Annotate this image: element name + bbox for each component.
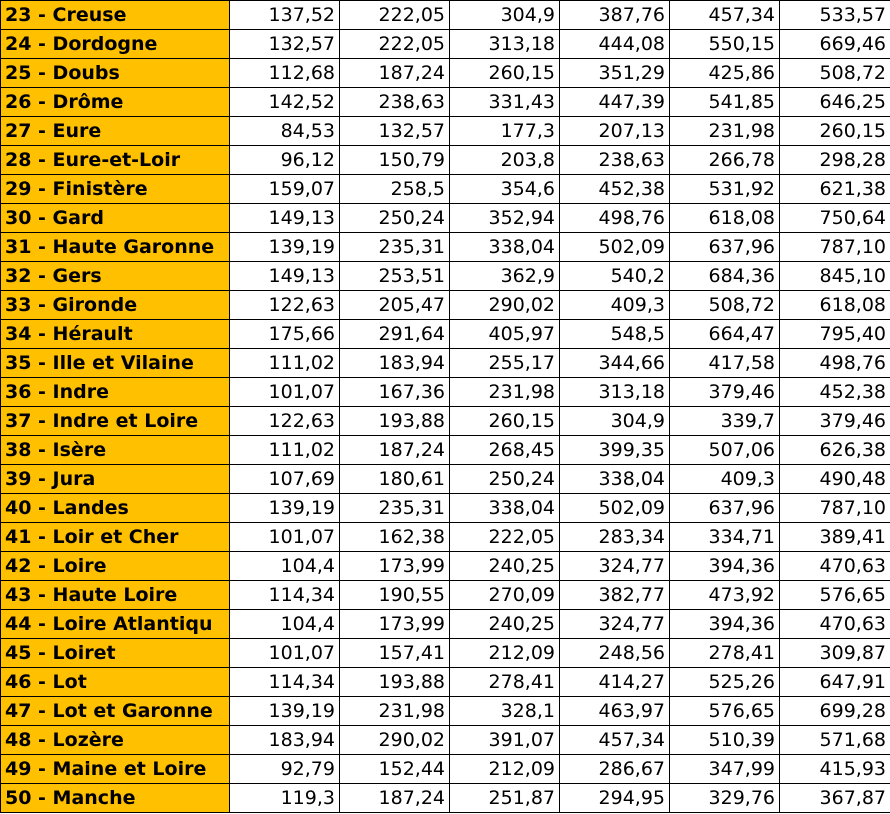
- value-cell[interactable]: 248,56: [560, 639, 670, 668]
- value-cell[interactable]: 286,67: [560, 755, 670, 784]
- value-cell[interactable]: 367,87: [780, 784, 890, 813]
- value-cell[interactable]: 550,15: [670, 30, 780, 59]
- department-name-cell[interactable]: 37 - Indre et Loire: [1, 407, 230, 436]
- value-cell[interactable]: 107,69: [230, 465, 340, 494]
- value-cell[interactable]: 362,9: [450, 262, 560, 291]
- value-cell[interactable]: 391,07: [450, 726, 560, 755]
- value-cell[interactable]: 576,65: [780, 581, 890, 610]
- value-cell[interactable]: 684,36: [670, 262, 780, 291]
- value-cell[interactable]: 149,13: [230, 262, 340, 291]
- department-name-cell[interactable]: 36 - Indre: [1, 378, 230, 407]
- value-cell[interactable]: 339,7: [670, 407, 780, 436]
- value-cell[interactable]: 260,15: [450, 407, 560, 436]
- value-cell[interactable]: 414,27: [560, 668, 670, 697]
- value-cell[interactable]: 290,02: [450, 291, 560, 320]
- value-cell[interactable]: 260,15: [780, 117, 890, 146]
- department-name-cell[interactable]: 43 - Haute Loire: [1, 581, 230, 610]
- value-cell[interactable]: 669,46: [780, 30, 890, 59]
- table-row: [1, 726, 890, 755]
- value-cell[interactable]: 470,63: [780, 610, 890, 639]
- value-cell[interactable]: 114,34: [230, 581, 340, 610]
- value-cell[interactable]: 177,3: [450, 117, 560, 146]
- value-cell[interactable]: 238,63: [560, 146, 670, 175]
- value-cell[interactable]: 231,98: [450, 378, 560, 407]
- value-cell[interactable]: 278,41: [670, 639, 780, 668]
- value-cell[interactable]: 104,4: [230, 610, 340, 639]
- value-cell[interactable]: 352,94: [450, 204, 560, 233]
- value-cell[interactable]: 379,46: [780, 407, 890, 436]
- table-row: [1, 146, 890, 175]
- department-name-cell[interactable]: 46 - Lot: [1, 668, 230, 697]
- value-cell[interactable]: 253,51: [340, 262, 450, 291]
- value-cell[interactable]: 235,31: [340, 233, 450, 262]
- department-name-cell[interactable]: 33 - Gironde: [1, 291, 230, 320]
- value-cell[interactable]: 699,28: [780, 697, 890, 726]
- value-cell[interactable]: 139,19: [230, 494, 340, 523]
- value-cell[interactable]: 313,18: [560, 378, 670, 407]
- value-cell[interactable]: 240,25: [450, 610, 560, 639]
- value-cell[interactable]: 425,86: [670, 59, 780, 88]
- value-cell[interactable]: 444,08: [560, 30, 670, 59]
- value-cell[interactable]: 84,53: [230, 117, 340, 146]
- value-cell[interactable]: 621,38: [780, 175, 890, 204]
- value-cell[interactable]: 531,92: [670, 175, 780, 204]
- value-cell[interactable]: 344,66: [560, 349, 670, 378]
- value-cell[interactable]: 283,34: [560, 523, 670, 552]
- department-name-cell[interactable]: 23 - Creuse: [1, 1, 230, 30]
- value-cell[interactable]: 268,45: [450, 436, 560, 465]
- value-cell[interactable]: 409,3: [560, 291, 670, 320]
- value-cell[interactable]: 571,68: [780, 726, 890, 755]
- value-cell[interactable]: 502,09: [560, 233, 670, 262]
- table-row: [1, 639, 890, 668]
- table-row: [1, 552, 890, 581]
- value-cell[interactable]: 507,06: [670, 436, 780, 465]
- value-cell[interactable]: 508,72: [670, 291, 780, 320]
- value-cell[interactable]: 92,79: [230, 755, 340, 784]
- value-cell[interactable]: 173,99: [340, 610, 450, 639]
- value-cell[interactable]: 452,38: [560, 175, 670, 204]
- value-cell[interactable]: 183,94: [340, 349, 450, 378]
- value-cell[interactable]: 167,36: [340, 378, 450, 407]
- value-cell[interactable]: 212,09: [450, 755, 560, 784]
- value-cell[interactable]: 618,08: [780, 291, 890, 320]
- value-cell[interactable]: 119,3: [230, 784, 340, 813]
- department-name-cell[interactable]: 45 - Loiret: [1, 639, 230, 668]
- table-row: [1, 88, 890, 117]
- value-cell[interactable]: 193,88: [340, 668, 450, 697]
- value-cell[interactable]: 298,28: [780, 146, 890, 175]
- value-cell[interactable]: 331,43: [450, 88, 560, 117]
- department-name-cell[interactable]: 31 - Haute Garonne: [1, 233, 230, 262]
- value-cell[interactable]: 502,09: [560, 494, 670, 523]
- value-cell[interactable]: 313,18: [450, 30, 560, 59]
- value-cell[interactable]: 394,36: [670, 610, 780, 639]
- value-cell[interactable]: 510,39: [670, 726, 780, 755]
- value-cell[interactable]: 149,13: [230, 204, 340, 233]
- value-cell[interactable]: 203,8: [450, 146, 560, 175]
- department-name-cell[interactable]: 34 - Hérault: [1, 320, 230, 349]
- value-cell[interactable]: 187,24: [340, 59, 450, 88]
- value-cell[interactable]: 142,52: [230, 88, 340, 117]
- value-cell[interactable]: 132,57: [230, 30, 340, 59]
- value-cell[interactable]: 304,9: [560, 407, 670, 436]
- department-name-cell[interactable]: 38 - Isère: [1, 436, 230, 465]
- department-name-cell[interactable]: 32 - Gers: [1, 262, 230, 291]
- value-cell[interactable]: 618,08: [670, 204, 780, 233]
- table-row: [1, 378, 890, 407]
- value-cell[interactable]: 452,38: [780, 378, 890, 407]
- table-row: [1, 755, 890, 784]
- value-cell[interactable]: 576,65: [670, 697, 780, 726]
- value-cell[interactable]: 101,07: [230, 639, 340, 668]
- table-row: [1, 697, 890, 726]
- department-name-cell[interactable]: 47 - Lot et Garonne: [1, 697, 230, 726]
- value-cell[interactable]: 637,96: [670, 233, 780, 262]
- table-row: [1, 465, 890, 494]
- table-row: [1, 233, 890, 262]
- value-cell[interactable]: 222,05: [450, 523, 560, 552]
- value-cell[interactable]: 525,26: [670, 668, 780, 697]
- value-cell[interactable]: 787,10: [780, 494, 890, 523]
- value-cell[interactable]: 104,4: [230, 552, 340, 581]
- value-cell[interactable]: 266,78: [670, 146, 780, 175]
- table-row: [1, 59, 890, 88]
- value-cell[interactable]: 447,39: [560, 88, 670, 117]
- department-name-cell[interactable]: 41 - Loir et Cher: [1, 523, 230, 552]
- value-cell[interactable]: 162,38: [340, 523, 450, 552]
- table-row: [1, 523, 890, 552]
- value-cell[interactable]: 548,5: [560, 320, 670, 349]
- value-cell[interactable]: 187,24: [340, 436, 450, 465]
- table-row: [1, 262, 890, 291]
- value-cell[interactable]: 111,02: [230, 436, 340, 465]
- value-cell[interactable]: 222,05: [340, 30, 450, 59]
- table-row: [1, 610, 890, 639]
- value-cell[interactable]: 152,44: [340, 755, 450, 784]
- department-name-cell[interactable]: 49 - Maine et Loire: [1, 755, 230, 784]
- value-cell[interactable]: 101,07: [230, 378, 340, 407]
- value-cell[interactable]: 290,02: [340, 726, 450, 755]
- table-row: [1, 204, 890, 233]
- value-cell[interactable]: 235,31: [340, 494, 450, 523]
- value-cell[interactable]: 387,76: [560, 1, 670, 30]
- value-cell[interactable]: 112,68: [230, 59, 340, 88]
- value-cell[interactable]: 463,97: [560, 697, 670, 726]
- value-cell[interactable]: 294,95: [560, 784, 670, 813]
- value-cell[interactable]: 159,07: [230, 175, 340, 204]
- value-cell[interactable]: 405,97: [450, 320, 560, 349]
- value-cell[interactable]: 533,57: [780, 1, 890, 30]
- department-name-cell[interactable]: 30 - Gard: [1, 204, 230, 233]
- value-cell[interactable]: 338,04: [450, 494, 560, 523]
- value-cell[interactable]: 415,93: [780, 755, 890, 784]
- department-name-cell[interactable]: 42 - Loire: [1, 552, 230, 581]
- value-cell[interactable]: 389,41: [780, 523, 890, 552]
- value-cell[interactable]: 260,15: [450, 59, 560, 88]
- department-name-cell[interactable]: 39 - Jura: [1, 465, 230, 494]
- value-cell[interactable]: 139,19: [230, 697, 340, 726]
- value-cell[interactable]: 270,09: [450, 581, 560, 610]
- value-cell[interactable]: 250,24: [340, 204, 450, 233]
- value-cell[interactable]: 417,58: [670, 349, 780, 378]
- value-cell[interactable]: 150,79: [340, 146, 450, 175]
- value-cell[interactable]: 750,64: [780, 204, 890, 233]
- table-row: [1, 436, 890, 465]
- table-row: [1, 1, 890, 30]
- value-cell[interactable]: 122,63: [230, 407, 340, 436]
- value-cell[interactable]: 190,55: [340, 581, 450, 610]
- department-name-cell[interactable]: 24 - Dordogne: [1, 30, 230, 59]
- value-cell[interactable]: 457,34: [670, 1, 780, 30]
- value-cell[interactable]: 409,3: [670, 465, 780, 494]
- table-row: [1, 784, 890, 813]
- value-cell[interactable]: 457,34: [560, 726, 670, 755]
- table-row: [1, 494, 890, 523]
- value-cell[interactable]: 231,98: [340, 697, 450, 726]
- department-name-cell[interactable]: 50 - Manche: [1, 784, 230, 813]
- value-cell[interactable]: 540,2: [560, 262, 670, 291]
- value-cell[interactable]: 205,47: [340, 291, 450, 320]
- value-cell[interactable]: 637,96: [670, 494, 780, 523]
- table-row: [1, 291, 890, 320]
- value-cell[interactable]: 180,61: [340, 465, 450, 494]
- value-cell[interactable]: 845,10: [780, 262, 890, 291]
- value-cell[interactable]: 207,13: [560, 117, 670, 146]
- value-cell[interactable]: 328,1: [450, 697, 560, 726]
- value-cell[interactable]: 222,05: [340, 1, 450, 30]
- value-cell[interactable]: 664,47: [670, 320, 780, 349]
- table-row: [1, 349, 890, 378]
- value-cell[interactable]: 111,02: [230, 349, 340, 378]
- value-cell[interactable]: 787,10: [780, 233, 890, 262]
- department-name-cell[interactable]: 26 - Drôme: [1, 88, 230, 117]
- value-cell[interactable]: 541,85: [670, 88, 780, 117]
- value-cell[interactable]: 291,64: [340, 320, 450, 349]
- value-cell[interactable]: 258,5: [340, 175, 450, 204]
- value-cell[interactable]: 338,04: [560, 465, 670, 494]
- value-cell[interactable]: 238,63: [340, 88, 450, 117]
- department-name-cell[interactable]: 29 - Finistère: [1, 175, 230, 204]
- value-cell[interactable]: 338,04: [450, 233, 560, 262]
- department-name-cell[interactable]: 40 - Landes: [1, 494, 230, 523]
- value-cell[interactable]: 114,34: [230, 668, 340, 697]
- department-name-cell[interactable]: 28 - Eure-et-Loir: [1, 146, 230, 175]
- table-row: [1, 30, 890, 59]
- table-row: [1, 117, 890, 146]
- value-cell[interactable]: 231,98: [670, 117, 780, 146]
- value-cell[interactable]: 193,88: [340, 407, 450, 436]
- value-cell[interactable]: 212,09: [450, 639, 560, 668]
- value-cell[interactable]: 394,36: [670, 552, 780, 581]
- value-cell[interactable]: 132,57: [340, 117, 450, 146]
- table-row: [1, 320, 890, 349]
- value-cell[interactable]: 240,25: [450, 552, 560, 581]
- value-cell[interactable]: 647,91: [780, 668, 890, 697]
- value-cell[interactable]: 175,66: [230, 320, 340, 349]
- value-cell[interactable]: 329,76: [670, 784, 780, 813]
- value-cell[interactable]: 122,63: [230, 291, 340, 320]
- value-cell[interactable]: 490,48: [780, 465, 890, 494]
- value-cell[interactable]: 498,76: [560, 204, 670, 233]
- value-cell[interactable]: 187,24: [340, 784, 450, 813]
- department-name-cell[interactable]: 27 - Eure: [1, 117, 230, 146]
- value-cell[interactable]: 324,77: [560, 552, 670, 581]
- value-cell[interactable]: 96,12: [230, 146, 340, 175]
- department-name-cell[interactable]: 48 - Lozère: [1, 726, 230, 755]
- value-cell[interactable]: 251,87: [450, 784, 560, 813]
- department-name-cell[interactable]: 25 - Doubs: [1, 59, 230, 88]
- value-cell[interactable]: 137,52: [230, 1, 340, 30]
- value-cell[interactable]: 324,77: [560, 610, 670, 639]
- value-cell[interactable]: 101,07: [230, 523, 340, 552]
- table-row: [1, 668, 890, 697]
- value-cell[interactable]: 183,94: [230, 726, 340, 755]
- value-cell[interactable]: 795,40: [780, 320, 890, 349]
- value-cell[interactable]: 626,38: [780, 436, 890, 465]
- department-name-cell[interactable]: 35 - Ille et Vilaine: [1, 349, 230, 378]
- value-cell[interactable]: 278,41: [450, 668, 560, 697]
- value-cell[interactable]: 173,99: [340, 552, 450, 581]
- value-cell[interactable]: 379,46: [670, 378, 780, 407]
- value-cell[interactable]: 498,76: [780, 349, 890, 378]
- table-row: [1, 175, 890, 204]
- table-row: [1, 407, 890, 436]
- value-cell[interactable]: 304,9: [450, 1, 560, 30]
- value-cell[interactable]: 139,19: [230, 233, 340, 262]
- value-cell[interactable]: 309,87: [780, 639, 890, 668]
- value-cell[interactable]: 473,92: [670, 581, 780, 610]
- value-cell[interactable]: 399,35: [560, 436, 670, 465]
- value-cell[interactable]: 646,25: [780, 88, 890, 117]
- value-cell[interactable]: 250,24: [450, 465, 560, 494]
- value-cell[interactable]: 382,77: [560, 581, 670, 610]
- value-cell[interactable]: 334,71: [670, 523, 780, 552]
- table-row: [1, 581, 890, 610]
- value-cell[interactable]: 508,72: [780, 59, 890, 88]
- table-body: [1, 1, 890, 813]
- value-cell[interactable]: 470,63: [780, 552, 890, 581]
- value-cell[interactable]: 255,17: [450, 349, 560, 378]
- value-cell[interactable]: 351,29: [560, 59, 670, 88]
- value-cell[interactable]: 347,99: [670, 755, 780, 784]
- department-name-cell[interactable]: 44 - Loire Atlantiqu: [1, 610, 230, 639]
- value-cell[interactable]: 354,6: [450, 175, 560, 204]
- value-cell[interactable]: 157,41: [340, 639, 450, 668]
